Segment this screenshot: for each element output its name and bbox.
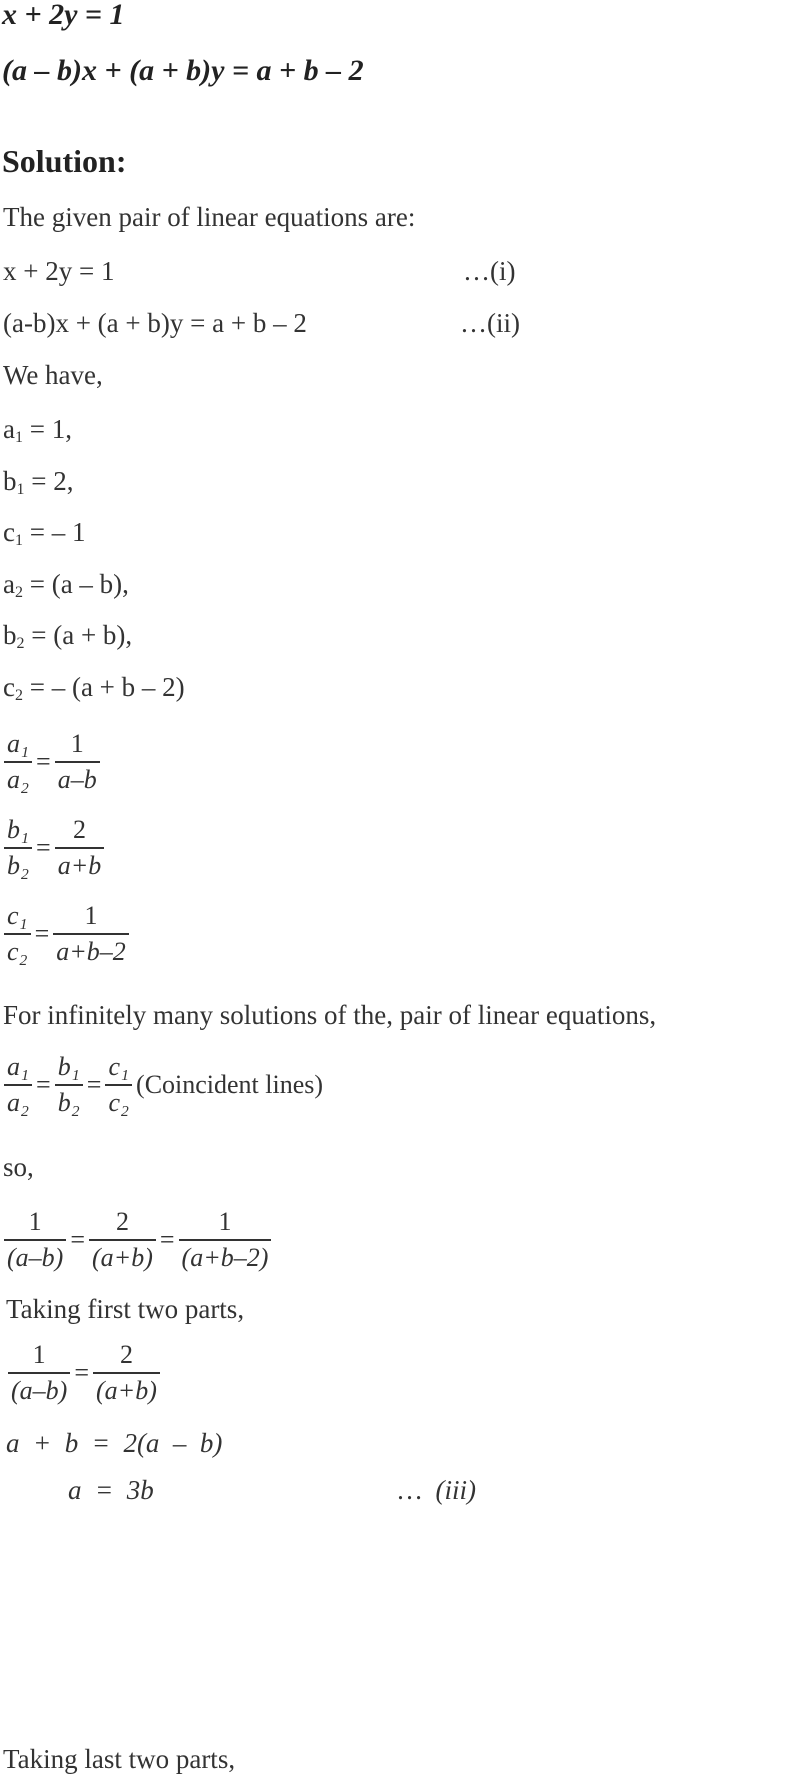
- coefficient-a2: $a_2 = (a - b)$,: [3, 569, 129, 601]
- ratio-a: $\frac{\text{a₁}}{\text{a₂}}$ = $\frac{1}{a-b}$: [4, 727, 100, 797]
- ratio-b: $\frac{\text{b₁}}{\text{b₂}}$ = $\frac{2}{a+b}$: [4, 813, 104, 883]
- so-text: so,: [3, 1152, 34, 1182]
- taking-first-two-text: Taking first two parts,: [6, 1294, 245, 1324]
- step-2-tag: … (iii): [398, 1475, 476, 1505]
- equation-ii: (a-b)x + (a + b)y = a + b – 2: [3, 308, 307, 338]
- question-eq2: (a – b)x + (a + b)y = a + b – 2: [2, 54, 364, 87]
- coefficient-b2: $b_2 = (a + b)$,: [3, 620, 133, 652]
- infinite-solutions-text: For infinitely many solutions of the, pair of linear equations,: [3, 1000, 657, 1030]
- coincident-note: (Coincident lines): [136, 1069, 324, 1099]
- taking-last-two-text: Taking last two parts,: [3, 1744, 236, 1774]
- we-have-text: We have,: [3, 360, 103, 390]
- equation-ii-tag: …(ii): [460, 308, 520, 338]
- ratio-equality: $\frac{1}{(a-b)}$ = $\frac{2}{(a+b)}$ = $\frac{1}{(a+b-2)}$: [4, 1205, 271, 1275]
- equation-i: x + 2y = 1: [3, 256, 115, 286]
- coincident-condition: $\frac{\text{a₁}}{\text{a₂}}$ = $\frac{\text{b₁}}{\text{b₂}}$ = $\frac{\text{c₁}}{\text{c₂}}$ (Coincident lines): [4, 1050, 323, 1120]
- step-2: a = 3b: [68, 1475, 154, 1505]
- coefficient-b1: $b_1 = 2$,: [3, 466, 74, 498]
- coefficient-a1: $a_1 = 1$,: [3, 414, 72, 446]
- step-1: a + b = 2(a – b): [6, 1428, 223, 1458]
- first-two-equality: $\frac{1}{(a-b)}$ = $\frac{2}{(a+b)}$: [8, 1338, 160, 1408]
- solution-heading: Solution:: [2, 143, 127, 179]
- coefficient-c1: $c_1$ = – 1: [3, 517, 86, 549]
- intro-text: The given pair of linear equations are:: [3, 202, 416, 232]
- ratio-c: $\frac{\text{c₁}}{\text{c₂}}$ = $\frac{1}{a+b-2}$: [4, 899, 129, 969]
- coefficient-c2: $c_2$ = – (a + b – 2): [3, 672, 185, 704]
- question-eq1: x + 2y = 1: [2, 0, 125, 31]
- equation-i-tag: …(i): [463, 256, 516, 286]
